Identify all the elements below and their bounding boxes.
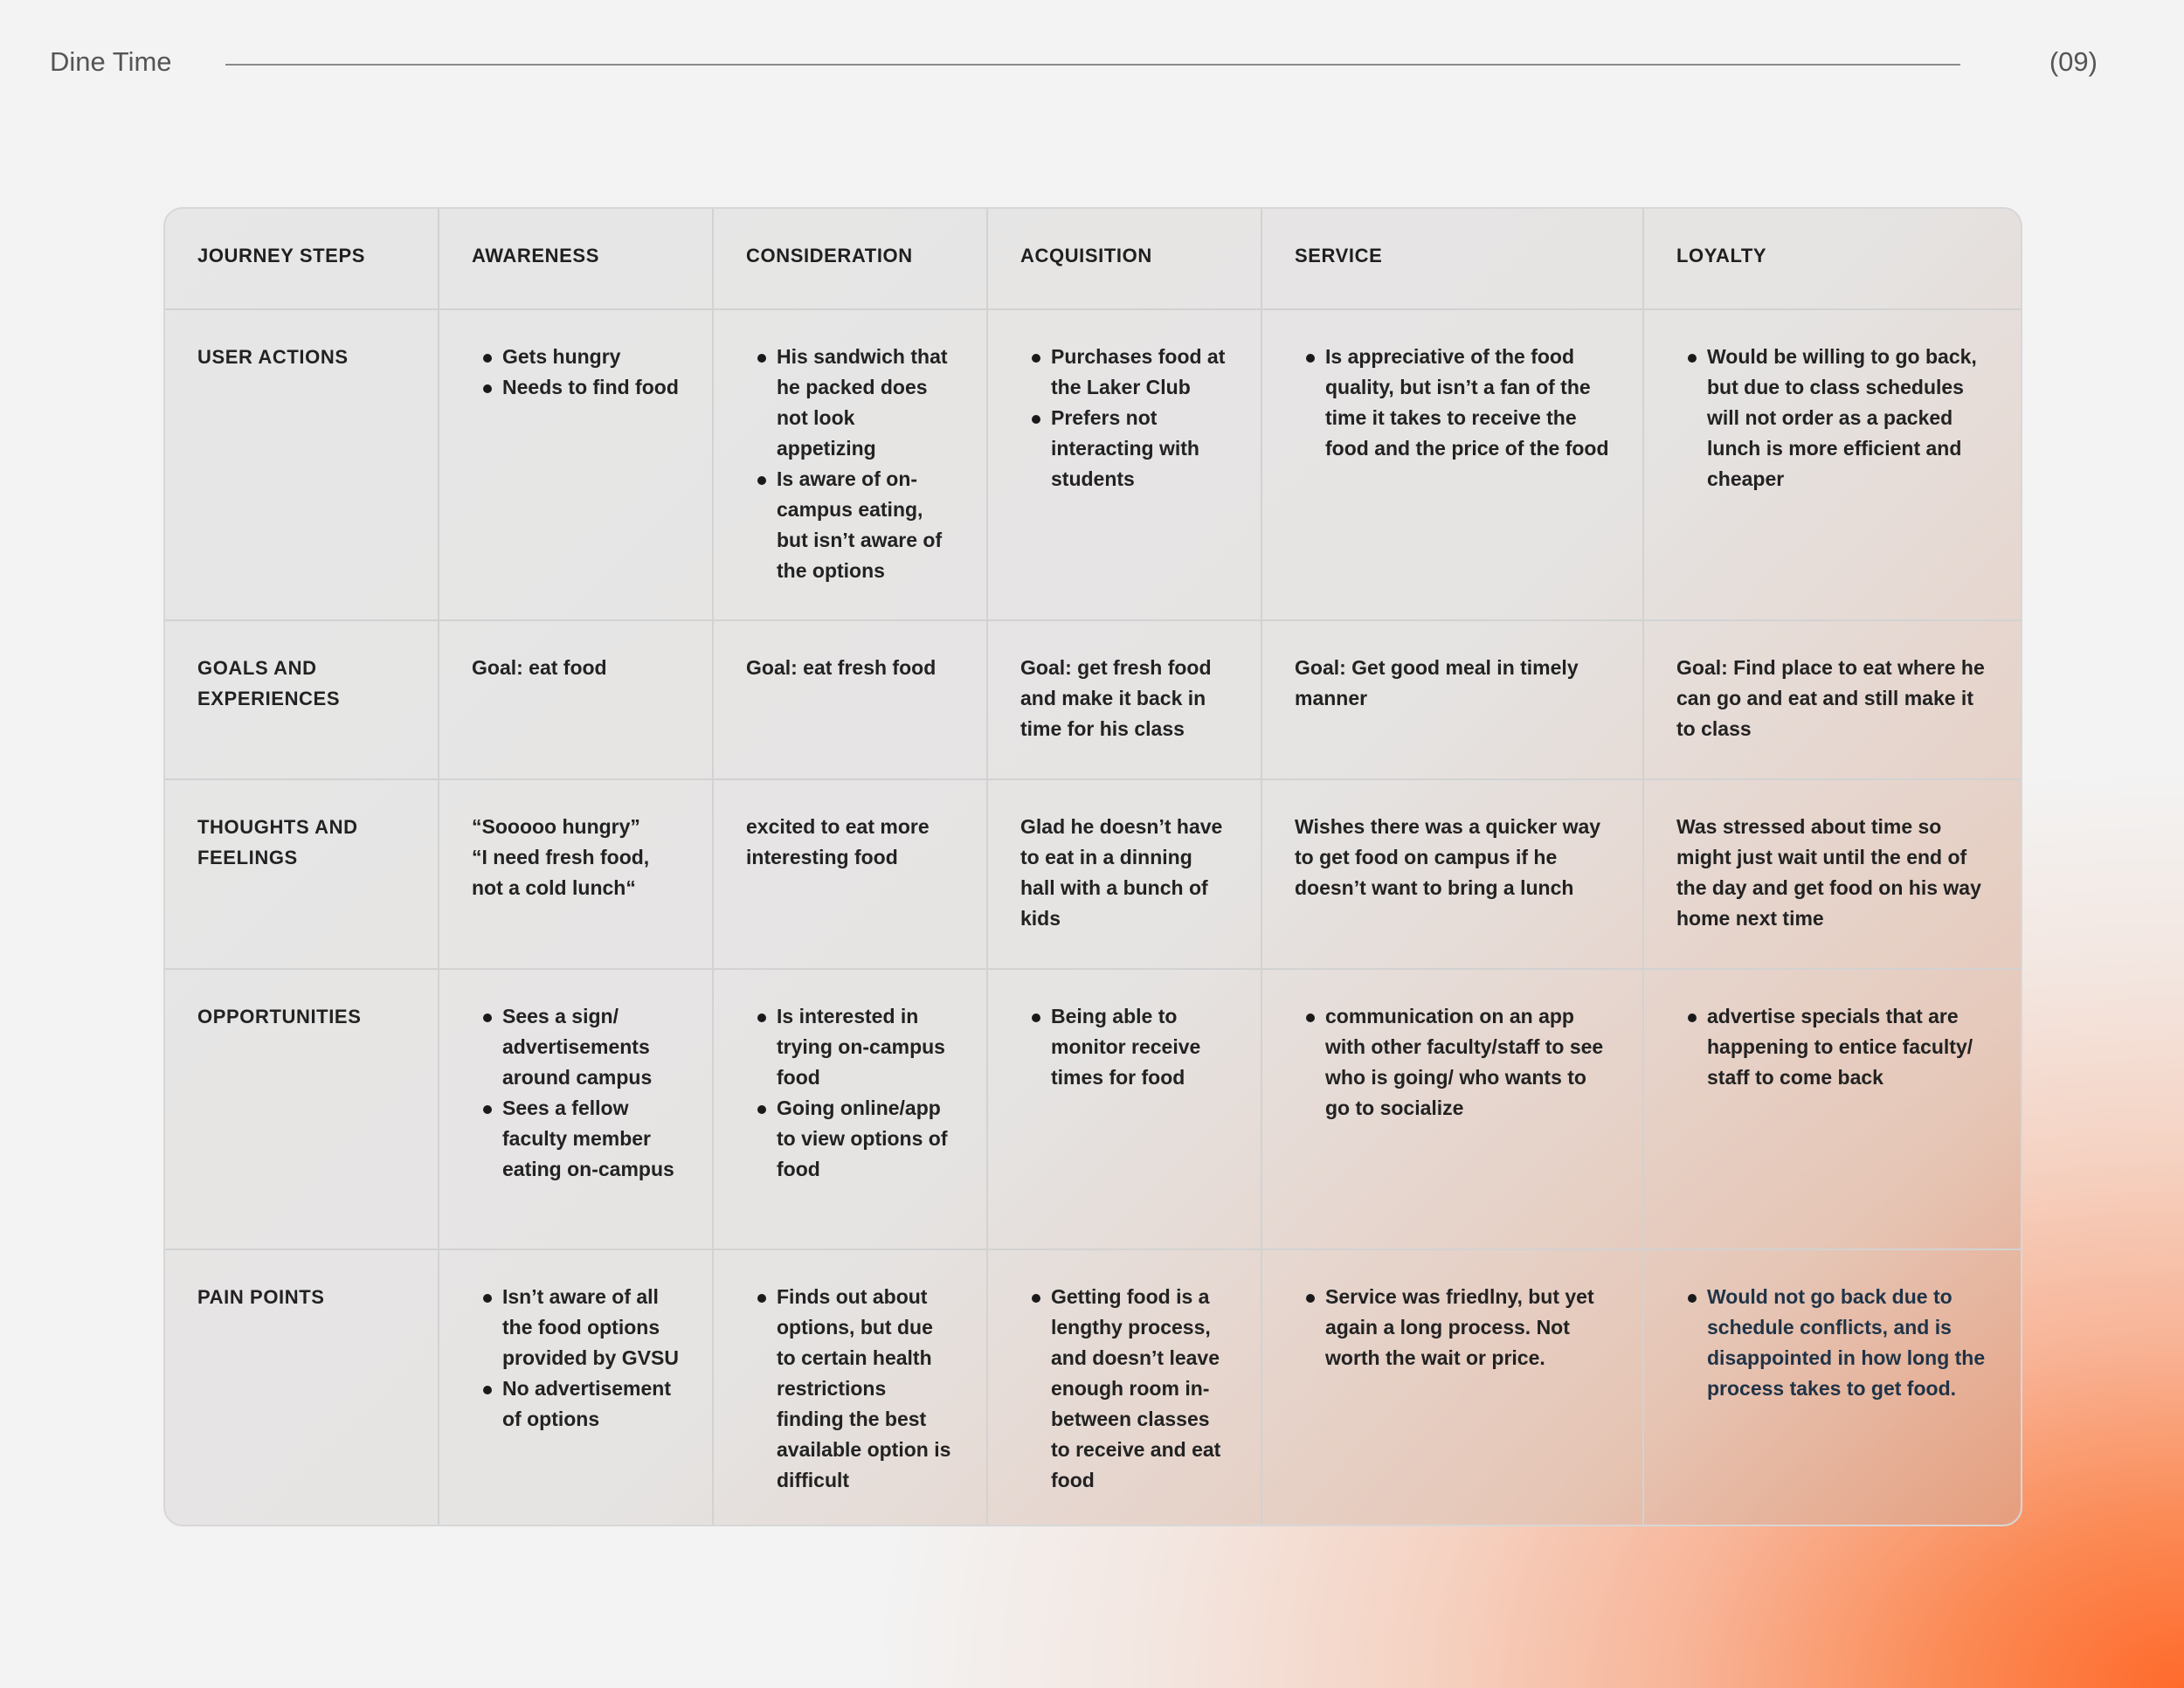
- list-item: communication on an app with other faculty/staff to see who is going/ who wants to go to socialize: [1295, 1001, 1611, 1124]
- quote-line: “Sooooo hungry”: [472, 815, 640, 838]
- page-header: [0, 0, 2184, 131]
- list-item: Purchases food at the Laker Club: [1020, 342, 1229, 403]
- row-label-goals: GOALS AND EXPERIENCES: [165, 620, 439, 779]
- list-item: Being able to monitor receive times for food: [1020, 1001, 1229, 1093]
- cell-goals-loyalty: Goal: Find place to eat where he can go and eat and still make it to class: [1643, 620, 2022, 779]
- row-label-opportunities: OPPORTUNITIES: [165, 969, 439, 1249]
- cell-opportunities-awareness: [439, 969, 713, 1249]
- list-item: His sandwich that he packed does not look appetizing: [746, 342, 955, 464]
- cell-thoughts-acquisition: Glad he doesn’t have to eat in a dinning hall with a bunch of kids: [987, 779, 1261, 969]
- list-item: Is interested in trying on-campus food: [746, 1001, 955, 1093]
- list-item: Prefers not interacting with students: [1020, 403, 1229, 495]
- cell-thoughts-consideration: excited to eat more interesting food: [713, 779, 987, 969]
- cell-pain-points-awareness: [439, 1249, 713, 1525]
- cell-pain-points-acquisition: [987, 1249, 1261, 1525]
- col-header-awareness: AWARENESS: [439, 209, 713, 309]
- row-label-thoughts: THOUGHTS AND FEELINGS: [165, 779, 439, 969]
- col-header-loyalty: LOYALTY: [1643, 209, 2022, 309]
- cell-pain-points-service: [1261, 1249, 1643, 1525]
- cell-user-actions-loyalty: [1643, 309, 2022, 620]
- cell-goals-consideration: Goal: eat fresh food: [713, 620, 987, 779]
- brand-title: Dine Time: [50, 46, 172, 77]
- list-item: Getting food is a lengthy process, and doesn’t leave enough room in-between classes to receive and eat food: [1020, 1282, 1229, 1496]
- list-item: Is aware of on-campus eating, but isn’t aware of the options: [746, 464, 955, 586]
- cell-pain-points-consideration: [713, 1249, 987, 1525]
- cell-opportunities-consideration: [713, 969, 987, 1249]
- page-number: (09): [2049, 46, 2098, 77]
- cell-thoughts-awareness: [439, 779, 713, 969]
- row-opportunities: [165, 969, 2022, 1249]
- list-item: Is appreciative of the food quality, but isn’t a fan of the time it takes to receive the food and the price of the food: [1295, 342, 1611, 464]
- col-header-consideration: CONSIDERATION: [713, 209, 987, 309]
- list-item: advertise specials that are happening to entice faculty/ staff to come back: [1676, 1001, 1993, 1093]
- header-divider: [225, 64, 1960, 66]
- cell-goals-service: Goal: Get good meal in timely manner: [1261, 620, 1643, 779]
- list-item: Finds out about options, but due to certain health restrictions finding the best available option is difficult: [746, 1282, 955, 1496]
- cell-pain-points-loyalty: [1643, 1249, 2022, 1525]
- cell-opportunities-loyalty: [1643, 969, 2022, 1249]
- cell-opportunities-acquisition: [987, 969, 1261, 1249]
- list-item: Needs to find food: [472, 372, 681, 403]
- cell-user-actions-awareness: [439, 309, 713, 620]
- header-row: [165, 209, 2022, 309]
- list-item: Sees a sign/ advertisements around campus: [472, 1001, 681, 1093]
- cell-thoughts-service: Wishes there was a quicker way to get food on campus if he doesn’t want to bring a lunch: [1261, 779, 1643, 969]
- row-label-pain-points: PAIN POINTS: [165, 1249, 439, 1525]
- list-item: Gets hungry: [472, 342, 681, 372]
- col-header-service: SERVICE: [1261, 209, 1643, 309]
- list-item: Would not go back due to schedule conflicts, and is disappointed in how long the process takes to get food.: [1676, 1282, 1993, 1404]
- list-item: Service was friedlny, but yet again a long process. Not worth the wait or price.: [1295, 1282, 1611, 1373]
- row-thoughts: [165, 779, 2022, 969]
- row-label-user-actions: USER ACTIONS: [165, 309, 439, 620]
- cell-user-actions-consideration: [713, 309, 987, 620]
- cell-goals-acquisition: Goal: get fresh food and make it back in time for his class: [987, 620, 1261, 779]
- row-goals: [165, 620, 2022, 779]
- list-item: Would be willing to go back, but due to class schedules will not order as a packed lunch is more efficient and cheaper: [1676, 342, 1993, 495]
- cell-user-actions-service: [1261, 309, 1643, 620]
- journey-map-table: [163, 207, 2022, 1526]
- cell-opportunities-service: [1261, 969, 1643, 1249]
- cell-thoughts-loyalty: Was stressed about time so might just wait until the end of the day and get food on his way home next time: [1643, 779, 2022, 969]
- cell-user-actions-acquisition: [987, 309, 1261, 620]
- col-header-acquisition: ACQUISITION: [987, 209, 1261, 309]
- quote-line: “I need fresh food, not a cold lunch“: [472, 846, 650, 899]
- col-header-journey-steps: JOURNEY STEPS: [165, 209, 439, 309]
- row-pain-points: [165, 1249, 2022, 1525]
- cell-goals-awareness: Goal: eat food: [439, 620, 713, 779]
- row-user-actions: [165, 309, 2022, 620]
- list-item: Sees a fellow faculty member eating on-campus: [472, 1093, 681, 1185]
- list-item: Isn’t aware of all the food options provided by GVSU: [472, 1282, 681, 1373]
- list-item: No advertisement of options: [472, 1373, 681, 1435]
- list-item: Going online/app to view options of food: [746, 1093, 955, 1185]
